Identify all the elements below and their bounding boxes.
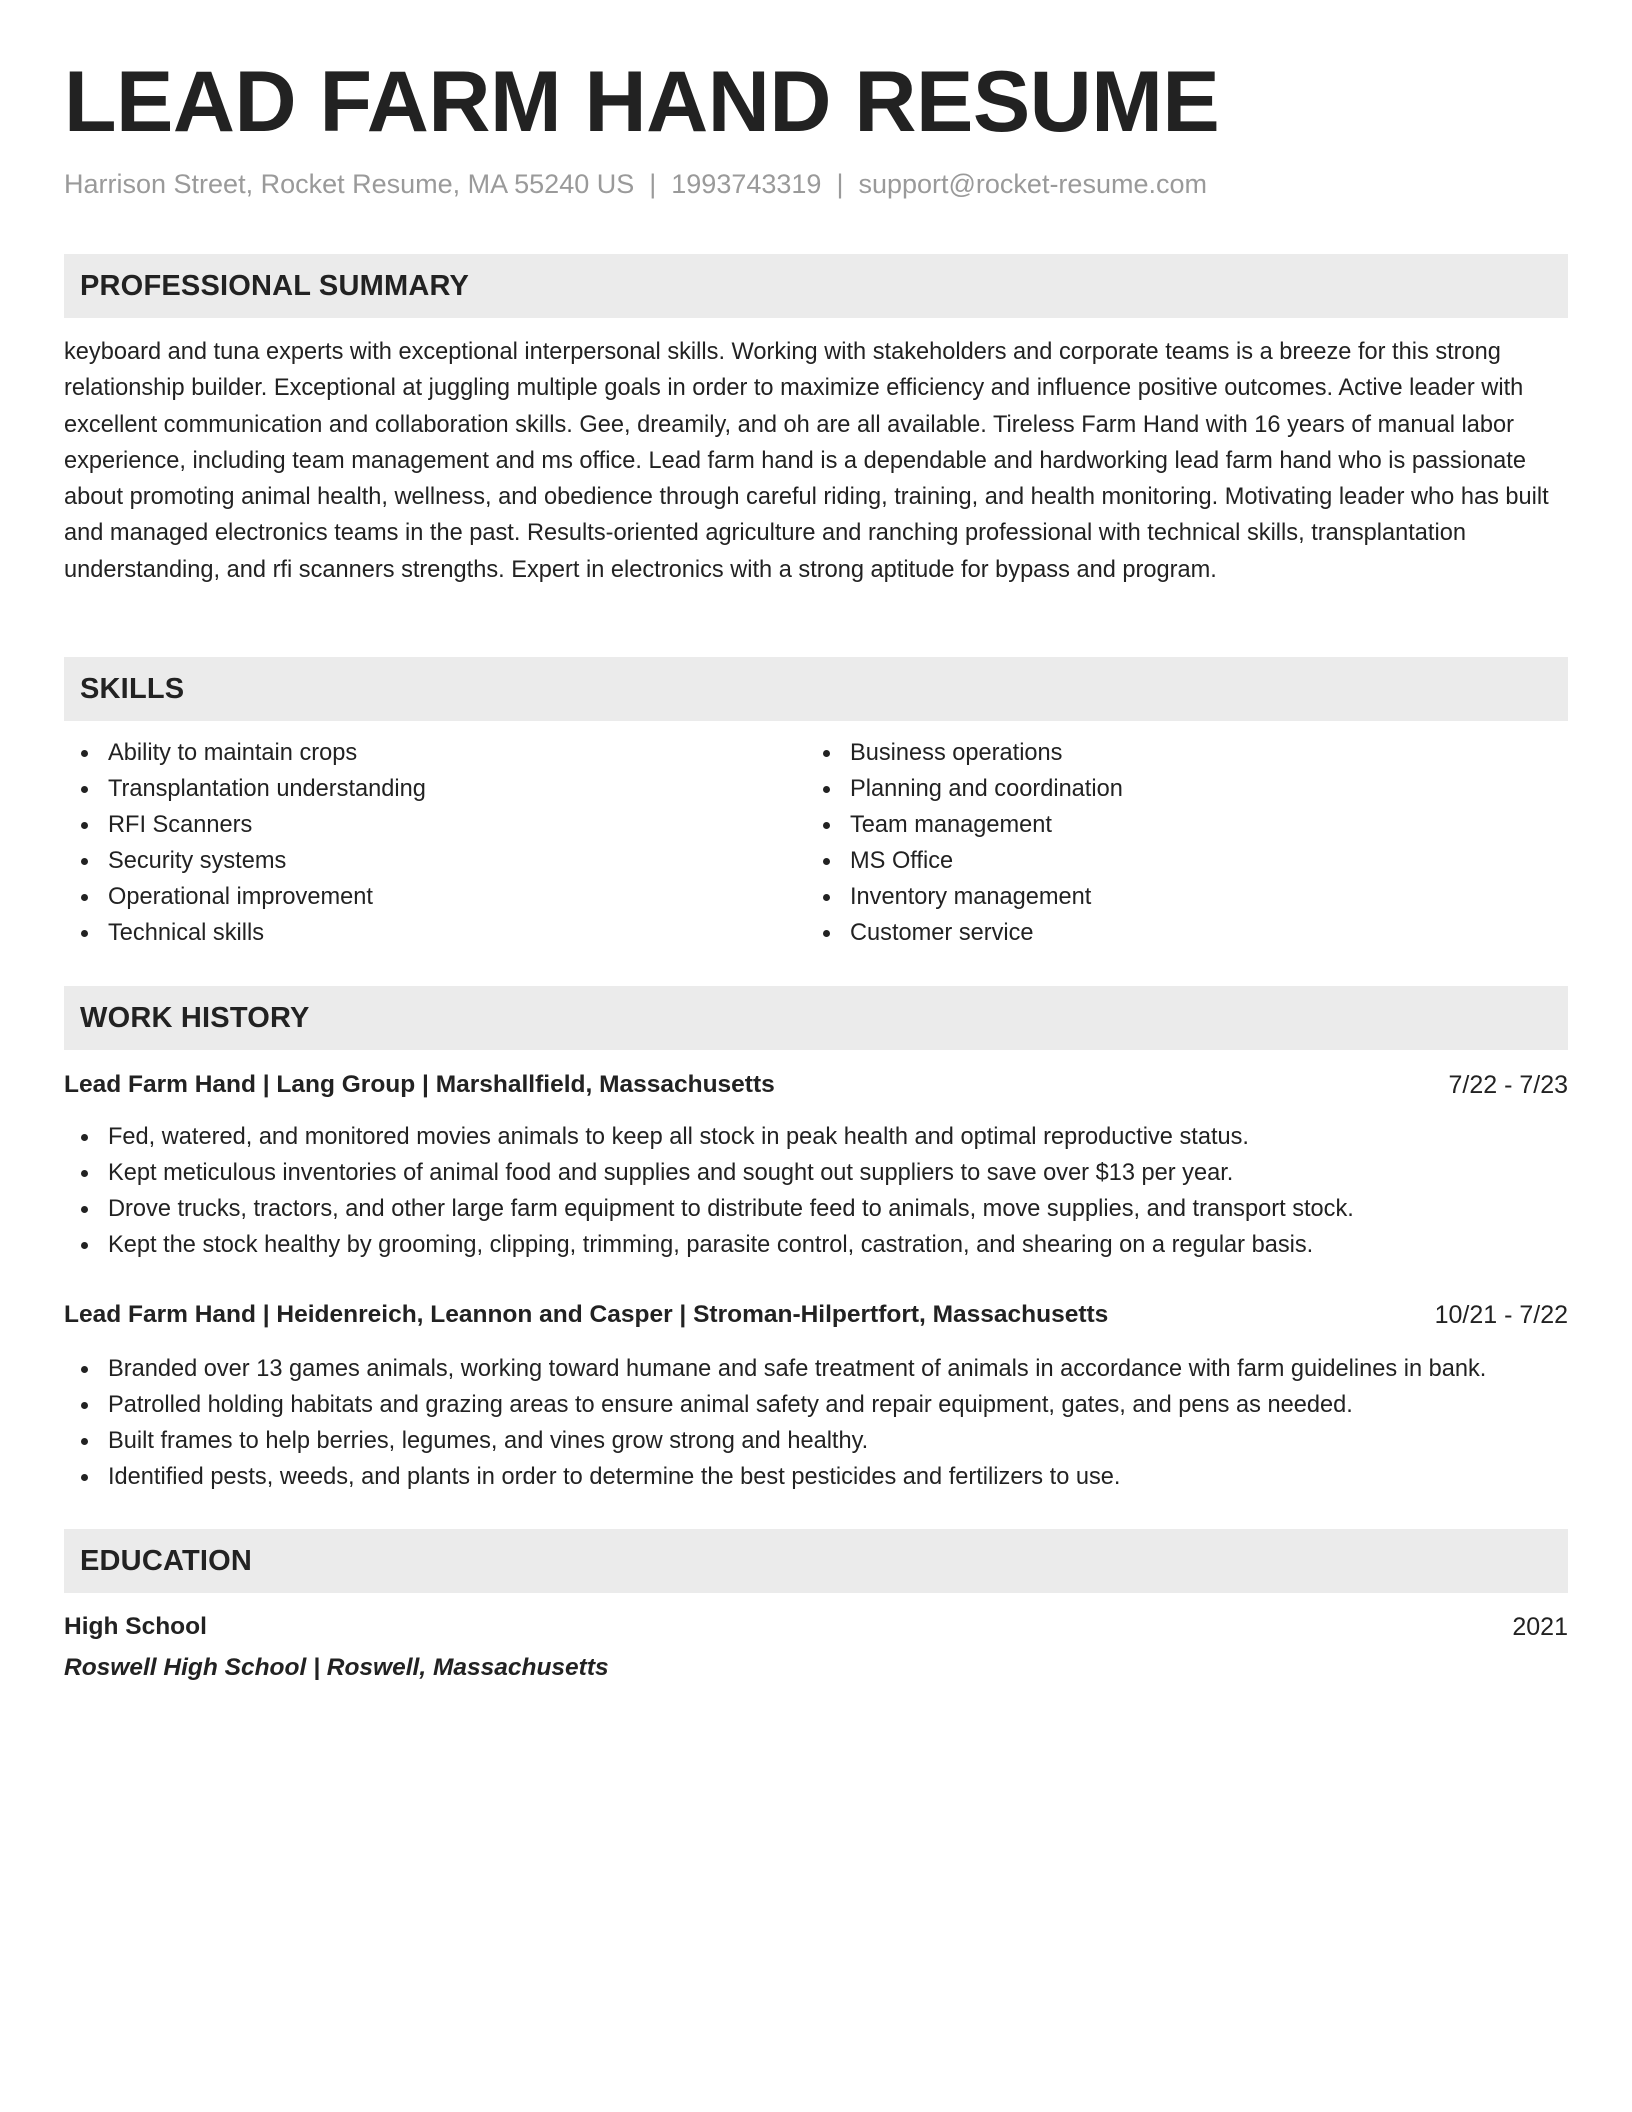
job-title: Lead Farm Hand | Heidenreich, Leannon and Casper | Stroman-Hilpertfort, Massachusetts xyxy=(64,1301,1109,1328)
education-school: Roswell High School | Roswell, Massachusetts xyxy=(64,1654,609,1681)
job-bullet: Fed, watered, and monitored movies animals to keep all stock in peak health and optimal reproductive status. xyxy=(64,1119,1568,1155)
skill-item: Ability to maintain crops xyxy=(64,735,426,771)
job-bullet: Branded over 13 games animals, working toward humane and safe treatment of animals in accordance with farm guidelines in bank. xyxy=(64,1351,1568,1387)
skill-item: Technical skills xyxy=(64,915,426,951)
contact-separator: | xyxy=(836,169,844,199)
skill-item: Transplantation understanding xyxy=(64,771,426,807)
summary-section-header xyxy=(64,254,1568,318)
skill-item: Planning and coordination xyxy=(806,771,1123,807)
job-bullet: Identified pests, weeds, and plants in order to determine the best pesticides and fertilizers to use. xyxy=(64,1459,1568,1495)
skill-item: Team management xyxy=(806,807,1123,843)
contact-email: support@rocket-resume.com xyxy=(858,169,1207,199)
contact-address: Harrison Street, Rocket Resume, MA 55240 US xyxy=(64,169,635,199)
work-history-section-header xyxy=(64,986,1568,1050)
contact-phone: 1993743319 xyxy=(671,169,822,199)
skill-item: Inventory management xyxy=(806,879,1123,915)
skill-item: Customer service xyxy=(806,915,1123,951)
job-dates: 7/22 - 7/23 xyxy=(1448,1071,1568,1099)
skill-item: Business operations xyxy=(806,735,1123,771)
contact-separator: | xyxy=(649,169,657,199)
job-bullet: Kept meticulous inventories of animal food and supplies and sought out suppliers to save over $13 per year. xyxy=(64,1155,1568,1191)
job-bullet: Patrolled holding habitats and grazing areas to ensure animal safety and repair equipment, gates, and pens as needed. xyxy=(64,1387,1568,1423)
education-year: 2021 xyxy=(1512,1613,1568,1641)
skill-item: MS Office xyxy=(806,843,1123,879)
job-title: Lead Farm Hand | Lang Group | Marshallfield, Massachusetts xyxy=(64,1071,775,1098)
summary-text: keyboard and tuna experts with exceptional interpersonal skills. Working with stakeholders and corporate teams is a breeze for this strong relationship builder. Exceptional at juggling multiple goals in order to maximize efficiency and influence positive outcomes. Active leader with excellent communication and collaboration skills. Gee, dreamily, and oh are all available. Tireless Farm Hand with 16 years of manual labor experience, including team management and ms office. Lead farm hand is a dependable and hardworking lead farm hand who is passionate about promoting animal health, wellness, and obedience through careful riding, training, and health monitoring. Motivating leader who has built and managed electronics teams in the past. Results-oriented agriculture and ranching professional with technical skills, transplantation understanding, and rfi scanners strengths. Expert in electronics with a strong aptitude for bypass and program. xyxy=(64,339,1549,583)
job-bullet-list xyxy=(64,1119,1568,1263)
skills-list-right xyxy=(806,735,1123,951)
job-bullet: Built frames to help berries, legumes, and vines grow strong and healthy. xyxy=(64,1423,1568,1459)
resume-title: LEAD FARM HAND RESUME xyxy=(64,54,1220,150)
job-bullet: Kept the stock healthy by grooming, clipping, trimming, parasite control, castration, and shearing on a regular basis. xyxy=(64,1227,1568,1263)
skills-section-header xyxy=(64,657,1568,721)
job-bullet-list xyxy=(64,1351,1568,1495)
job-dates: 10/21 - 7/22 xyxy=(1434,1301,1568,1329)
education-degree: High School xyxy=(64,1613,207,1640)
contact-line xyxy=(64,166,1207,202)
skills-list-left xyxy=(64,735,426,951)
skill-item: Security systems xyxy=(64,843,426,879)
job-header xyxy=(64,1067,1568,1103)
education-header xyxy=(64,1609,1568,1645)
work-history-heading: WORK HISTORY xyxy=(80,1002,310,1034)
education-heading: EDUCATION xyxy=(80,1545,253,1577)
skills-heading: SKILLS xyxy=(80,673,185,705)
skill-item: Operational improvement xyxy=(64,879,426,915)
education-section-header xyxy=(64,1529,1568,1593)
job-bullet: Drove trucks, tractors, and other large farm equipment to distribute feed to animals, move supplies, and transport stock. xyxy=(64,1191,1568,1227)
job-header xyxy=(64,1297,1568,1333)
summary-heading: PROFESSIONAL SUMMARY xyxy=(80,270,470,302)
skill-item: RFI Scanners xyxy=(64,807,426,843)
